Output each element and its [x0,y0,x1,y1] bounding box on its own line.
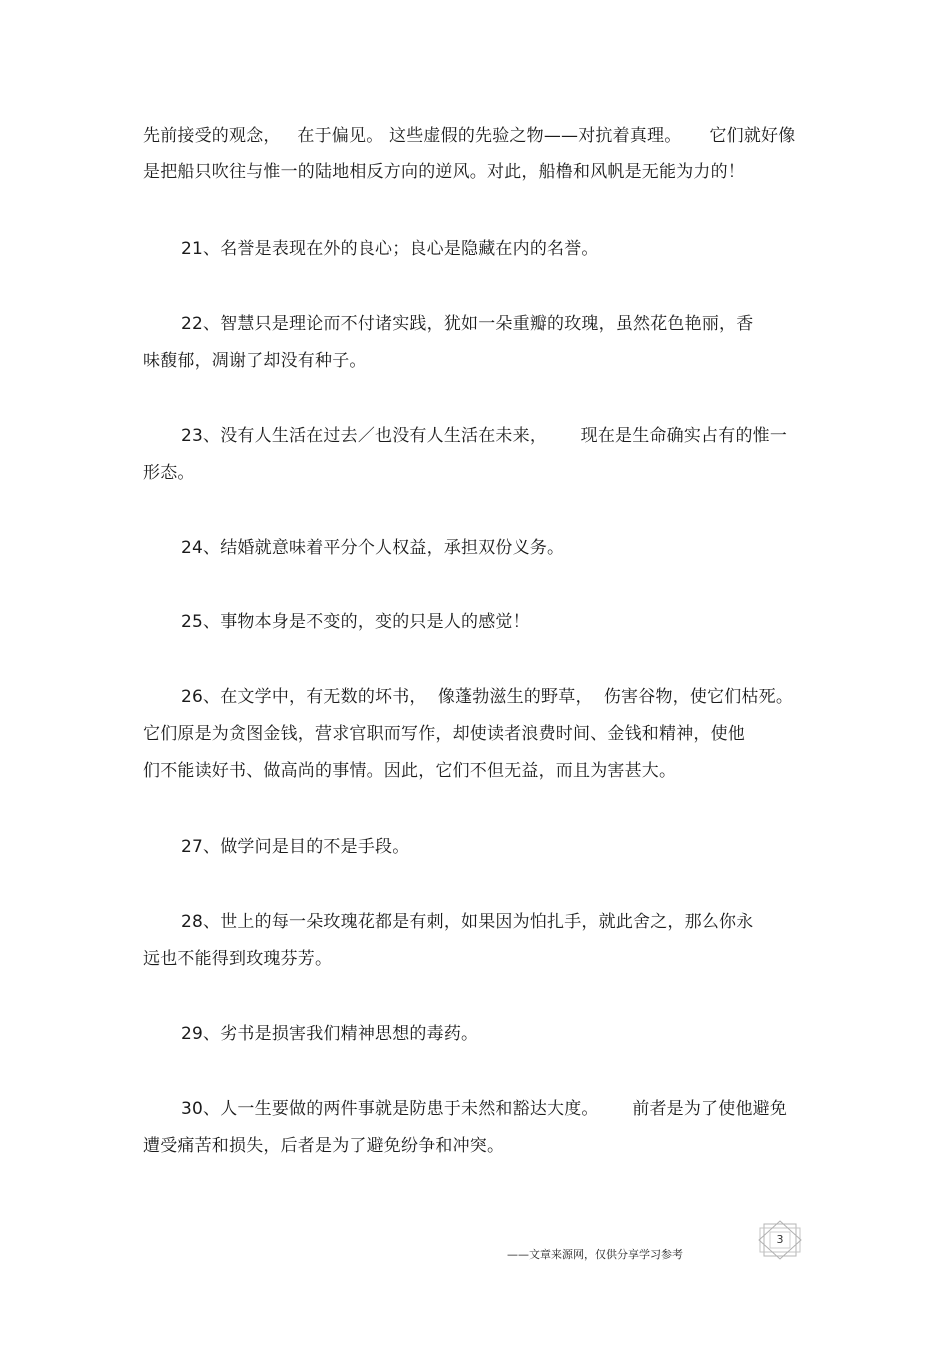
text-line: 它们原是为贪图金钱，营求官职而写作，却使读者浪费时间、金钱和精神，使他 [143,724,745,744]
quote-24: 24、结婚就意味着平分个人权益，承担双份义务。 [181,538,565,558]
quote-23: 23、没有人生活在过去／也没有人生活在未来， 现在是生命确实占有的惟一 [181,426,788,446]
quote-26: 26、在文学中，有无数的坏书， 像蓬勃滋生的野草， 伤害谷物，使它们枯死。 [181,687,794,707]
page-number: 3 [776,1233,784,1246]
text-line: 味馥郁，凋谢了却没有种子。 [143,351,367,371]
text-line: 远也不能得到玫瑰芬芳。 [143,949,333,969]
quote-29: 29、劣书是损害我们精神思想的毒药。 [181,1024,479,1044]
text-line: 是把船只吹往与惟一的陆地相反方向的逆风。对此，船橹和风帆是无能为力的！ [143,162,745,182]
page-number-badge [756,1220,804,1260]
text-line: 们不能读好书、做高尚的事情。因此，它们不但无益，而且为害甚大。 [143,761,677,781]
quote-28: 28、世上的每一朵玫瑰花都是有刺，如果因为怕扎手，就此舍之，那么你永 [181,912,754,932]
footer-source-note: ——文章来源网，仅供分享学习参考 [507,1248,683,1261]
text-line: 先前接受的观念， 在于偏见。 这些虚假的先验之物——对抗着真理。 它们就好像 [143,126,796,146]
text-line: 遭受痛苦和损失，后者是为了避免纷争和冲突。 [143,1136,505,1156]
quote-22: 22、智慧只是理论而不付诸实践，犹如一朵重瓣的玫瑰，虽然花色艳丽，香 [181,314,754,334]
quote-27: 27、做学问是目的不是手段。 [181,837,410,857]
quote-21: 21、名誉是表现在外的良心；良心是隐藏在内的名誉。 [181,239,599,259]
quote-30: 30、人一生要做的两件事就是防患于未然和豁达大度。 前者是为了使他避免 [181,1099,788,1119]
text-line: 形态。 [143,463,195,483]
quote-25: 25、事物本身是不变的，变的只是人的感觉！ [181,612,530,632]
